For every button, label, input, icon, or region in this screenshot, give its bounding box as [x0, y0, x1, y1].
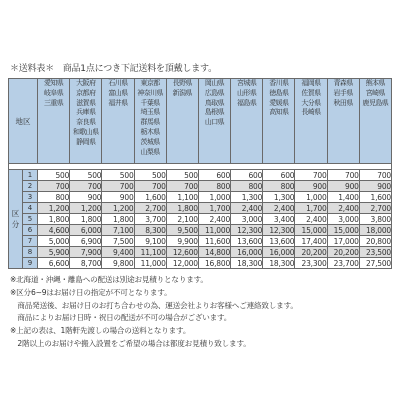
- prefecture-name: 茨城県: [140, 137, 160, 146]
- price-cell: 900: [70, 192, 102, 203]
- price-cell: 1,300: [231, 192, 263, 203]
- price-cell: 500: [70, 170, 102, 181]
- region-cell: [166, 79, 198, 164]
- price-cell: 2,700: [134, 203, 166, 214]
- price-cell: 800: [263, 181, 295, 192]
- price-cell: 800: [231, 181, 263, 192]
- price-cell: 700: [134, 181, 166, 192]
- region-cell: [134, 79, 166, 164]
- price-cell: 1,200: [102, 203, 134, 214]
- prefecture-name: 長野県: [172, 79, 192, 87]
- price-cell: 1,000: [295, 192, 327, 203]
- price-cell: 9,100: [134, 236, 166, 247]
- price-cell: 18,300: [231, 258, 263, 269]
- region-cell: [38, 79, 70, 164]
- prefecture-name: 熊本県: [365, 79, 385, 87]
- table-row: [9, 192, 392, 203]
- prefecture-name: 埼玉県: [140, 108, 160, 117]
- price-cell: 9,900: [166, 236, 198, 247]
- region-cell: [295, 79, 327, 164]
- prefecture-name: 大分県: [301, 98, 321, 107]
- table-row: [9, 247, 392, 258]
- shipping-subtitle: 商品1点につき下記送料を頂戴します。: [62, 64, 217, 74]
- price-cell: 700: [327, 170, 359, 181]
- region-cell: [102, 79, 134, 164]
- prefecture-name: 香川県: [269, 79, 289, 87]
- shipping-heading: ＊送料表＊: [10, 64, 55, 74]
- price-cell: 23,500: [359, 247, 391, 258]
- price-cell: 700: [295, 170, 327, 181]
- prefecture-name: 高知県: [269, 108, 289, 117]
- price-cell: 16,000: [231, 247, 263, 258]
- price-cell: 5,000: [38, 236, 70, 247]
- region-cell: [231, 79, 263, 164]
- price-cell: 16,800: [198, 258, 230, 269]
- prefecture-name: 島根県: [204, 108, 225, 117]
- prefecture-name: 群馬県: [140, 118, 160, 127]
- prefecture-name: 神奈川県: [137, 88, 163, 97]
- price-cell: 12,300: [263, 225, 295, 236]
- prefecture-name: 和歌山県: [72, 127, 99, 136]
- prefecture-name: 岩手県: [333, 88, 353, 97]
- price-cell: 12,000: [166, 258, 198, 269]
- prefecture-name: 長崎県: [301, 108, 321, 117]
- prefecture-name: 大阪府: [76, 79, 96, 87]
- price-cell: 1,600: [359, 192, 391, 203]
- prefecture-name: 広島県: [204, 88, 225, 97]
- price-cell: 9,500: [166, 225, 198, 236]
- price-cell: 9,400: [102, 247, 134, 258]
- price-cell: 20,800: [359, 236, 391, 247]
- price-cell: 12,300: [231, 225, 263, 236]
- prefecture-name: 徳島県: [269, 88, 289, 97]
- price-cell: 6,900: [70, 236, 102, 247]
- prefecture-name: 青森県: [333, 79, 353, 87]
- price-cell: 1,800: [38, 214, 70, 225]
- price-cell: 900: [295, 181, 327, 192]
- price-cell: 700: [70, 181, 102, 192]
- region-header: 地区: [9, 79, 38, 164]
- price-cell: 3,400: [263, 214, 295, 225]
- prefecture-name: 秋田県: [333, 98, 353, 107]
- price-cell: 18,300: [263, 258, 295, 269]
- rate-body: [9, 164, 392, 269]
- prefecture-name: 奈良県: [76, 118, 96, 127]
- shipping-rate-table: [8, 78, 392, 269]
- price-cell: 2,400: [198, 214, 230, 225]
- prefecture-name: 鹿児島県: [362, 98, 389, 107]
- price-cell: 800: [198, 181, 230, 192]
- price-cell: 1,600: [134, 192, 166, 203]
- price-cell: 1,800: [70, 214, 102, 225]
- price-cell: 6,000: [70, 225, 102, 236]
- price-cell: 12,600: [166, 247, 198, 258]
- prefecture-name: 京都府: [76, 88, 96, 97]
- prefecture-name: 愛媛県: [269, 98, 289, 107]
- price-cell: 1,700: [295, 203, 327, 214]
- price-cell: 3,800: [359, 214, 391, 225]
- price-cell: 600: [198, 170, 230, 181]
- price-cell: 23,700: [327, 258, 359, 269]
- price-cell: 2,400: [327, 203, 359, 214]
- price-cell: 600: [263, 170, 295, 181]
- prefecture-name: 栃木県: [140, 127, 160, 136]
- price-cell: 600: [231, 170, 263, 181]
- price-cell: 15,000: [295, 225, 327, 236]
- size-class: 5: [23, 214, 38, 225]
- price-cell: 11,100: [134, 247, 166, 258]
- kubun-header: 区分: [9, 170, 23, 269]
- prefecture-name: 宮城県: [237, 79, 257, 87]
- region-cell: [198, 79, 230, 164]
- price-cell: 3,700: [134, 214, 166, 225]
- note-line: ※区分6~9はお届け日の指定が不可となります。: [10, 287, 172, 297]
- price-cell: 15,000: [327, 225, 359, 236]
- size-class: 7: [23, 236, 38, 247]
- shipping-title: [10, 61, 217, 74]
- price-cell: 1,200: [38, 203, 70, 214]
- price-cell: 1,700: [198, 203, 230, 214]
- price-cell: 20,200: [295, 247, 327, 258]
- region-header-row: [9, 79, 392, 164]
- price-cell: 4,600: [38, 225, 70, 236]
- note-line: 商品発送後、お届け日のお打ち合わせの為、運送会社よりお客様へご連絡致します。: [10, 300, 298, 310]
- price-cell: 700: [102, 181, 134, 192]
- price-cell: 1,200: [70, 203, 102, 214]
- prefecture-name: 山口県: [204, 118, 225, 127]
- note-line: ※上記の表は、1階軒先渡しの場合の送料となります。: [10, 326, 191, 336]
- price-cell: 8,700: [70, 258, 102, 269]
- price-cell: 2,400: [231, 203, 263, 214]
- table-row: [9, 214, 392, 225]
- size-class: 9: [23, 258, 38, 269]
- price-cell: 13,600: [231, 236, 263, 247]
- prefecture-name: 山形県: [237, 88, 257, 97]
- price-cell: 17,400: [295, 236, 327, 247]
- price-cell: 900: [102, 192, 134, 203]
- price-cell: 500: [102, 170, 134, 181]
- region-cell: [327, 79, 359, 164]
- price-cell: 6,600: [38, 258, 70, 269]
- size-class: 3: [23, 192, 38, 203]
- table-row: [9, 181, 392, 192]
- size-class: 6: [23, 225, 38, 236]
- table-row: [9, 236, 392, 247]
- price-cell: 13,600: [263, 236, 295, 247]
- size-class: 2: [23, 181, 38, 192]
- price-cell: 900: [327, 181, 359, 192]
- price-cell: 11,000: [134, 258, 166, 269]
- prefecture-name: 富山県: [108, 88, 128, 97]
- prefecture-name: 福井県: [108, 98, 128, 107]
- price-cell: 900: [359, 181, 391, 192]
- note-line: 2階以上のお届けや搬入設置をご希望の場合は都度お見積り致します。: [10, 338, 251, 348]
- price-cell: 1,800: [102, 214, 134, 225]
- prefecture-name: 福島県: [237, 98, 257, 107]
- prefecture-name: 石川県: [108, 79, 128, 87]
- price-cell: 1,800: [166, 203, 198, 214]
- price-cell: 500: [134, 170, 166, 181]
- price-cell: 500: [38, 170, 70, 181]
- prefecture-name: 兵庫県: [76, 108, 96, 117]
- price-cell: 27,500: [359, 258, 391, 269]
- price-cell: 18,000: [359, 225, 391, 236]
- prefecture-name: 岡山県: [204, 79, 225, 87]
- price-cell: 17,000: [327, 236, 359, 247]
- region-cell: [359, 79, 391, 164]
- prefecture-name: 東京都: [140, 79, 160, 87]
- price-cell: 700: [359, 170, 391, 181]
- price-cell: 700: [38, 181, 70, 192]
- table-row: [9, 170, 392, 181]
- price-cell: 1,000: [198, 192, 230, 203]
- price-cell: 1,300: [263, 192, 295, 203]
- price-cell: 7,100: [102, 225, 134, 236]
- prefecture-name: 滋賀県: [76, 98, 96, 107]
- region-cell: [70, 79, 102, 164]
- size-class: 4: [23, 203, 38, 214]
- prefecture-name: 三重県: [43, 98, 64, 107]
- price-cell: 800: [38, 192, 70, 203]
- prefecture-name: 山梨県: [140, 147, 160, 156]
- price-cell: 8,300: [134, 225, 166, 236]
- price-cell: 2,400: [263, 203, 295, 214]
- price-cell: 11,600: [198, 236, 230, 247]
- price-cell: 9,800: [102, 258, 134, 269]
- price-cell: 7,500: [102, 236, 134, 247]
- table-row: [9, 225, 392, 236]
- prefecture-name: 千葉県: [140, 98, 160, 107]
- price-cell: 7,900: [70, 247, 102, 258]
- prefecture-name: 宮崎県: [365, 88, 385, 97]
- price-cell: 5,900: [38, 247, 70, 258]
- price-cell: 2,400: [295, 214, 327, 225]
- prefecture-name: 鳥取県: [204, 98, 225, 107]
- size-class: 8: [23, 247, 38, 258]
- price-cell: 23,300: [295, 258, 327, 269]
- size-class: 1: [23, 170, 38, 181]
- prefecture-name: 愛知県: [43, 79, 64, 87]
- note-line: 商品によりお届け日時・祝日の配送が不可の場合がございます。: [10, 313, 232, 323]
- prefecture-name: 佐賀県: [301, 88, 321, 97]
- prefecture-name: 静岡県: [76, 137, 96, 146]
- table-row: [9, 203, 392, 214]
- price-cell: 16,000: [263, 247, 295, 258]
- price-cell: 14,800: [198, 247, 230, 258]
- price-cell: 2,700: [359, 203, 391, 214]
- shipping-notes: [10, 274, 298, 351]
- price-cell: 20,200: [327, 247, 359, 258]
- prefecture-name: 岐阜県: [43, 88, 64, 97]
- price-cell: 11,000: [198, 225, 230, 236]
- price-cell: 1,400: [327, 192, 359, 203]
- price-cell: 2,100: [166, 214, 198, 225]
- table-row: [9, 258, 392, 269]
- price-cell: 700: [166, 181, 198, 192]
- price-cell: 1,100: [166, 192, 198, 203]
- price-cell: 3,000: [231, 214, 263, 225]
- price-cell: 3,000: [327, 214, 359, 225]
- region-cell: [263, 79, 295, 164]
- prefecture-name: 新潟県: [172, 88, 192, 97]
- prefecture-name: 福岡県: [301, 79, 321, 87]
- price-cell: 500: [166, 170, 198, 181]
- note-line: ※北海道・沖縄・離島への配送は別途お見積りとなります。: [10, 275, 208, 284]
